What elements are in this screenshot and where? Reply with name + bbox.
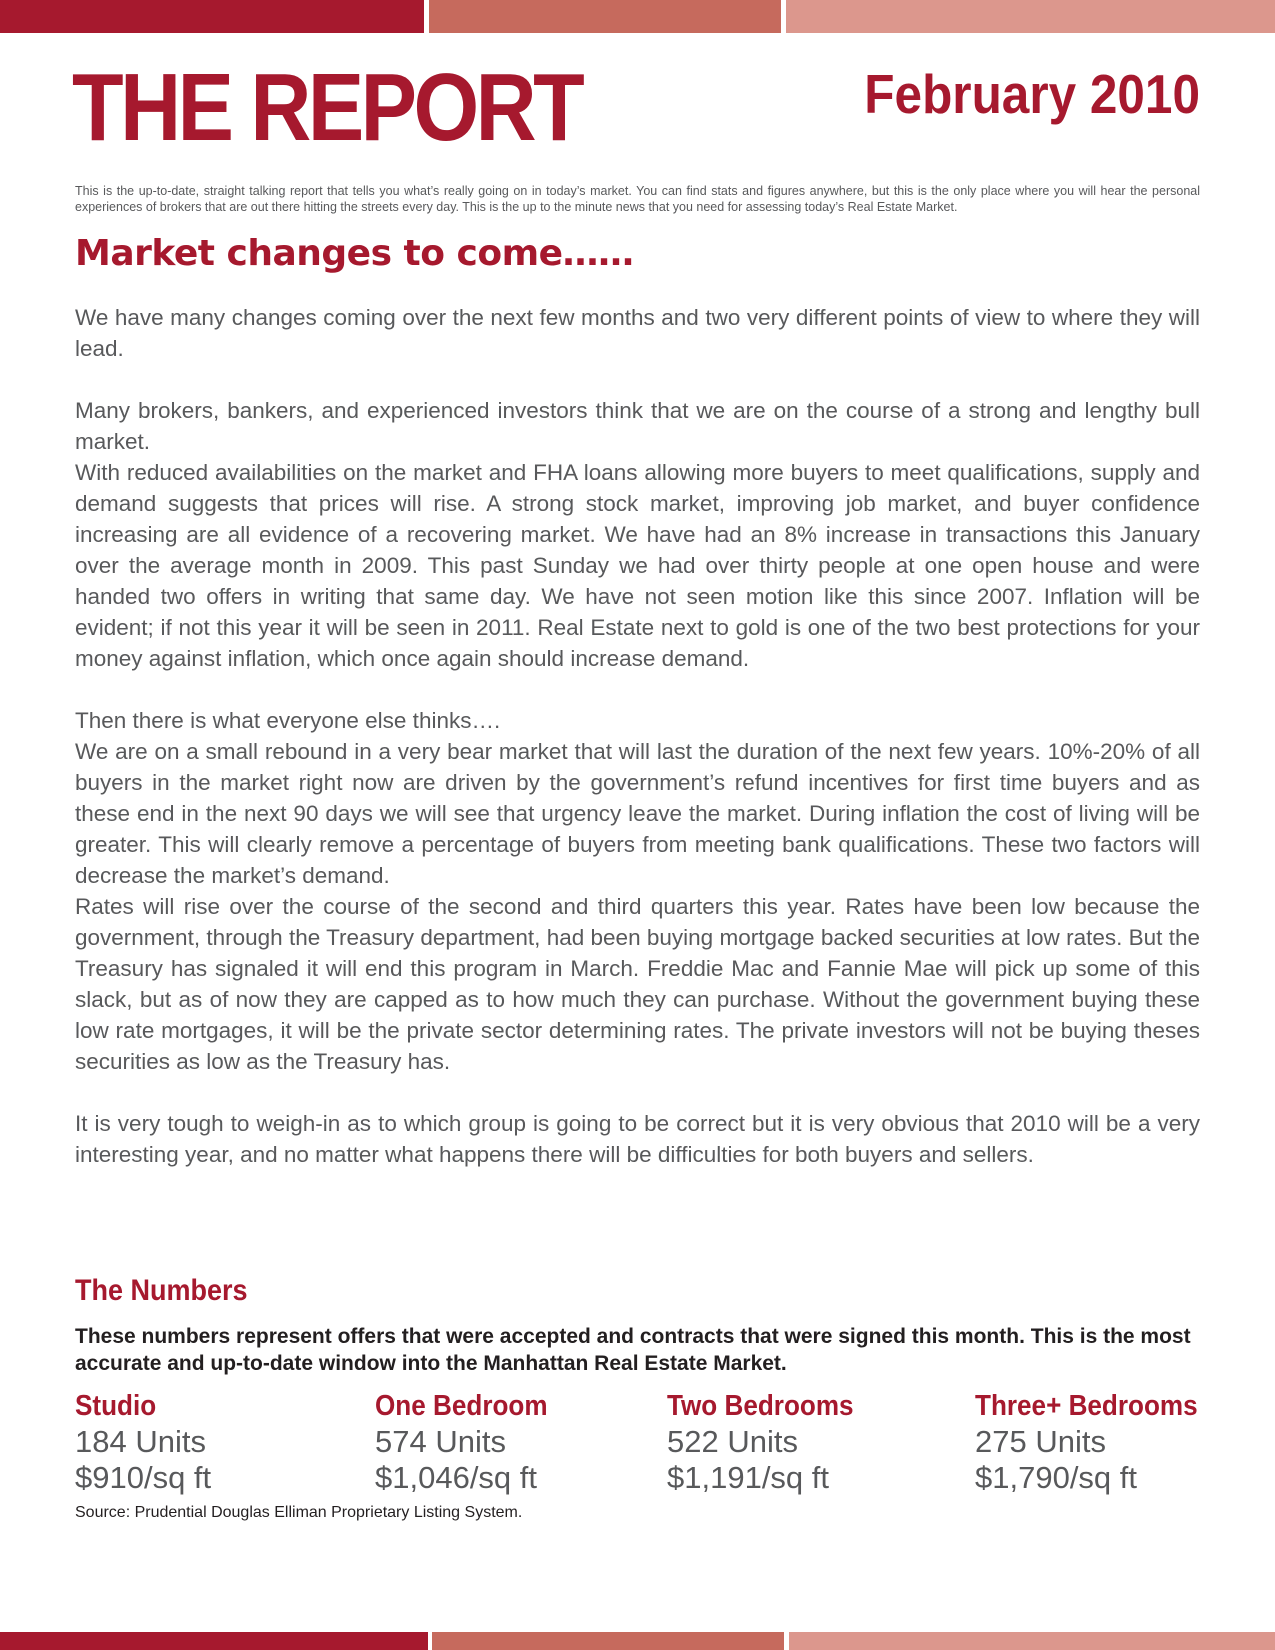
article-paragraph: We have many changes coming over the next few months and two very different points of view to where they will lead.	[75, 305, 1200, 361]
top-color-band	[0, 0, 1275, 33]
stat-column-two-bedrooms	[667, 1391, 874, 1496]
band-segment-light	[789, 1632, 1275, 1650]
stat-units: 275 Units	[975, 1424, 1106, 1460]
article-paragraph: We are on a small rebound in a very bear market that will last the duration of the next few years. 10%-20% of all buyers in the market right now are driven by the government’s refund incentives for first time buyers and as these end in the next 90 days we will see that urgency leave the market. During inflation the cost of living will be greater. This will clearly remove a percentage of buyers from meeting bank qualifications. These two factors will decrease the market’s demand.	[75, 739, 1200, 888]
article-heading: Market changes to come……	[75, 233, 634, 274]
article-paragraph: Then there is what everyone else thinks….	[75, 708, 501, 733]
band-segment-dark	[0, 1632, 428, 1650]
intro-text: This is the up-to-date, straight talking report that tells you what’s really going on in today’s market. You can find stats and figures anywhere, but this is the only place where you will hear the personal experiences of brokers that are out there hitting the streets every day. This is the up to the minute news that you need for assessing today’s Real Estate Market.	[75, 184, 1200, 214]
article-paragraph: Many brokers, bankers, and experienced investors think that we are on the course of a strong and lengthy bull market.	[75, 398, 1200, 454]
article-paragraph: It is very tough to weigh-in as to which group is going to be correct but it is very obvious that 2010 will be a very interesting year, and no matter what happens there will be difficulties for both buyers and sellers.	[75, 1111, 1200, 1167]
article-body	[75, 302, 1200, 1170]
report-title: THE REPORT	[72, 54, 582, 161]
report-date: February 2010	[864, 63, 1200, 125]
stat-label: Two Bedrooms	[667, 1390, 854, 1422]
stat-price: $1,046/sq ft	[375, 1460, 538, 1496]
article-paragraph: Rates will rise over the course of the second and third quarters this year. Rates have been low because the government, through the Treasury department, had been buying mortgage backed securities at low rates. But the Treasury has signaled it will end this program in March. Freddie Mac and Fannie Mae will pick up some of this slack, but as of now they are capped as to how much they can purchase. Without the government buying these low rate mortgages, it will be the private sector determining rates. The private investors will not be buying theses securities as low as the Treasury has.	[75, 894, 1200, 1074]
numbers-heading: The Numbers	[75, 1274, 248, 1307]
stat-price: $910/sq ft	[75, 1460, 212, 1496]
stat-column-studio	[75, 1391, 211, 1496]
bottom-color-band	[0, 1632, 1275, 1650]
band-segment-dark	[0, 0, 424, 33]
stat-label: Studio	[75, 1390, 157, 1422]
stat-price: $1,790/sq ft	[975, 1460, 1138, 1496]
stat-units: 184 Units	[75, 1424, 206, 1460]
article-paragraph: With reduced availabilities on the market and FHA loans allowing more buyers to meet qualifications, supply and demand suggests that prices will rise. A strong stock market, improving job market, and buyer confidence increasing are all evidence of a recovering market. We have had an 8% increase in transactions this January over the average month in 2009. This past Sunday we had over thirty people at one open house and were handed two offers in writing that same day. We have not seen motion like this since 2007. Inflation will be evident; if not this year it will be seen in 2011. Real Estate next to gold is one of the two best protections for your money against inflation, which once again should increase demand.	[75, 460, 1200, 671]
source-note: Source: Prudential Douglas Elliman Proprietary Listing System.	[75, 1504, 523, 1521]
stat-price: $1,191/sq ft	[667, 1460, 830, 1496]
stat-column-one-bedroom	[375, 1391, 567, 1496]
stat-label: One Bedroom	[375, 1390, 548, 1422]
stat-units: 574 Units	[375, 1424, 506, 1460]
band-segment-mid	[429, 0, 781, 33]
stat-column-three-plus-bedrooms	[975, 1391, 1222, 1496]
band-segment-mid	[432, 1632, 784, 1650]
stat-label: Three+ Bedrooms	[975, 1390, 1198, 1422]
numbers-description: These numbers represent offers that were accepted and contracts that were signed this month. This is the most accurate and up-to-date window into the Manhattan Real Estate Market.	[75, 1325, 1191, 1375]
stat-units: 522 Units	[667, 1424, 798, 1460]
band-segment-light	[786, 0, 1275, 33]
